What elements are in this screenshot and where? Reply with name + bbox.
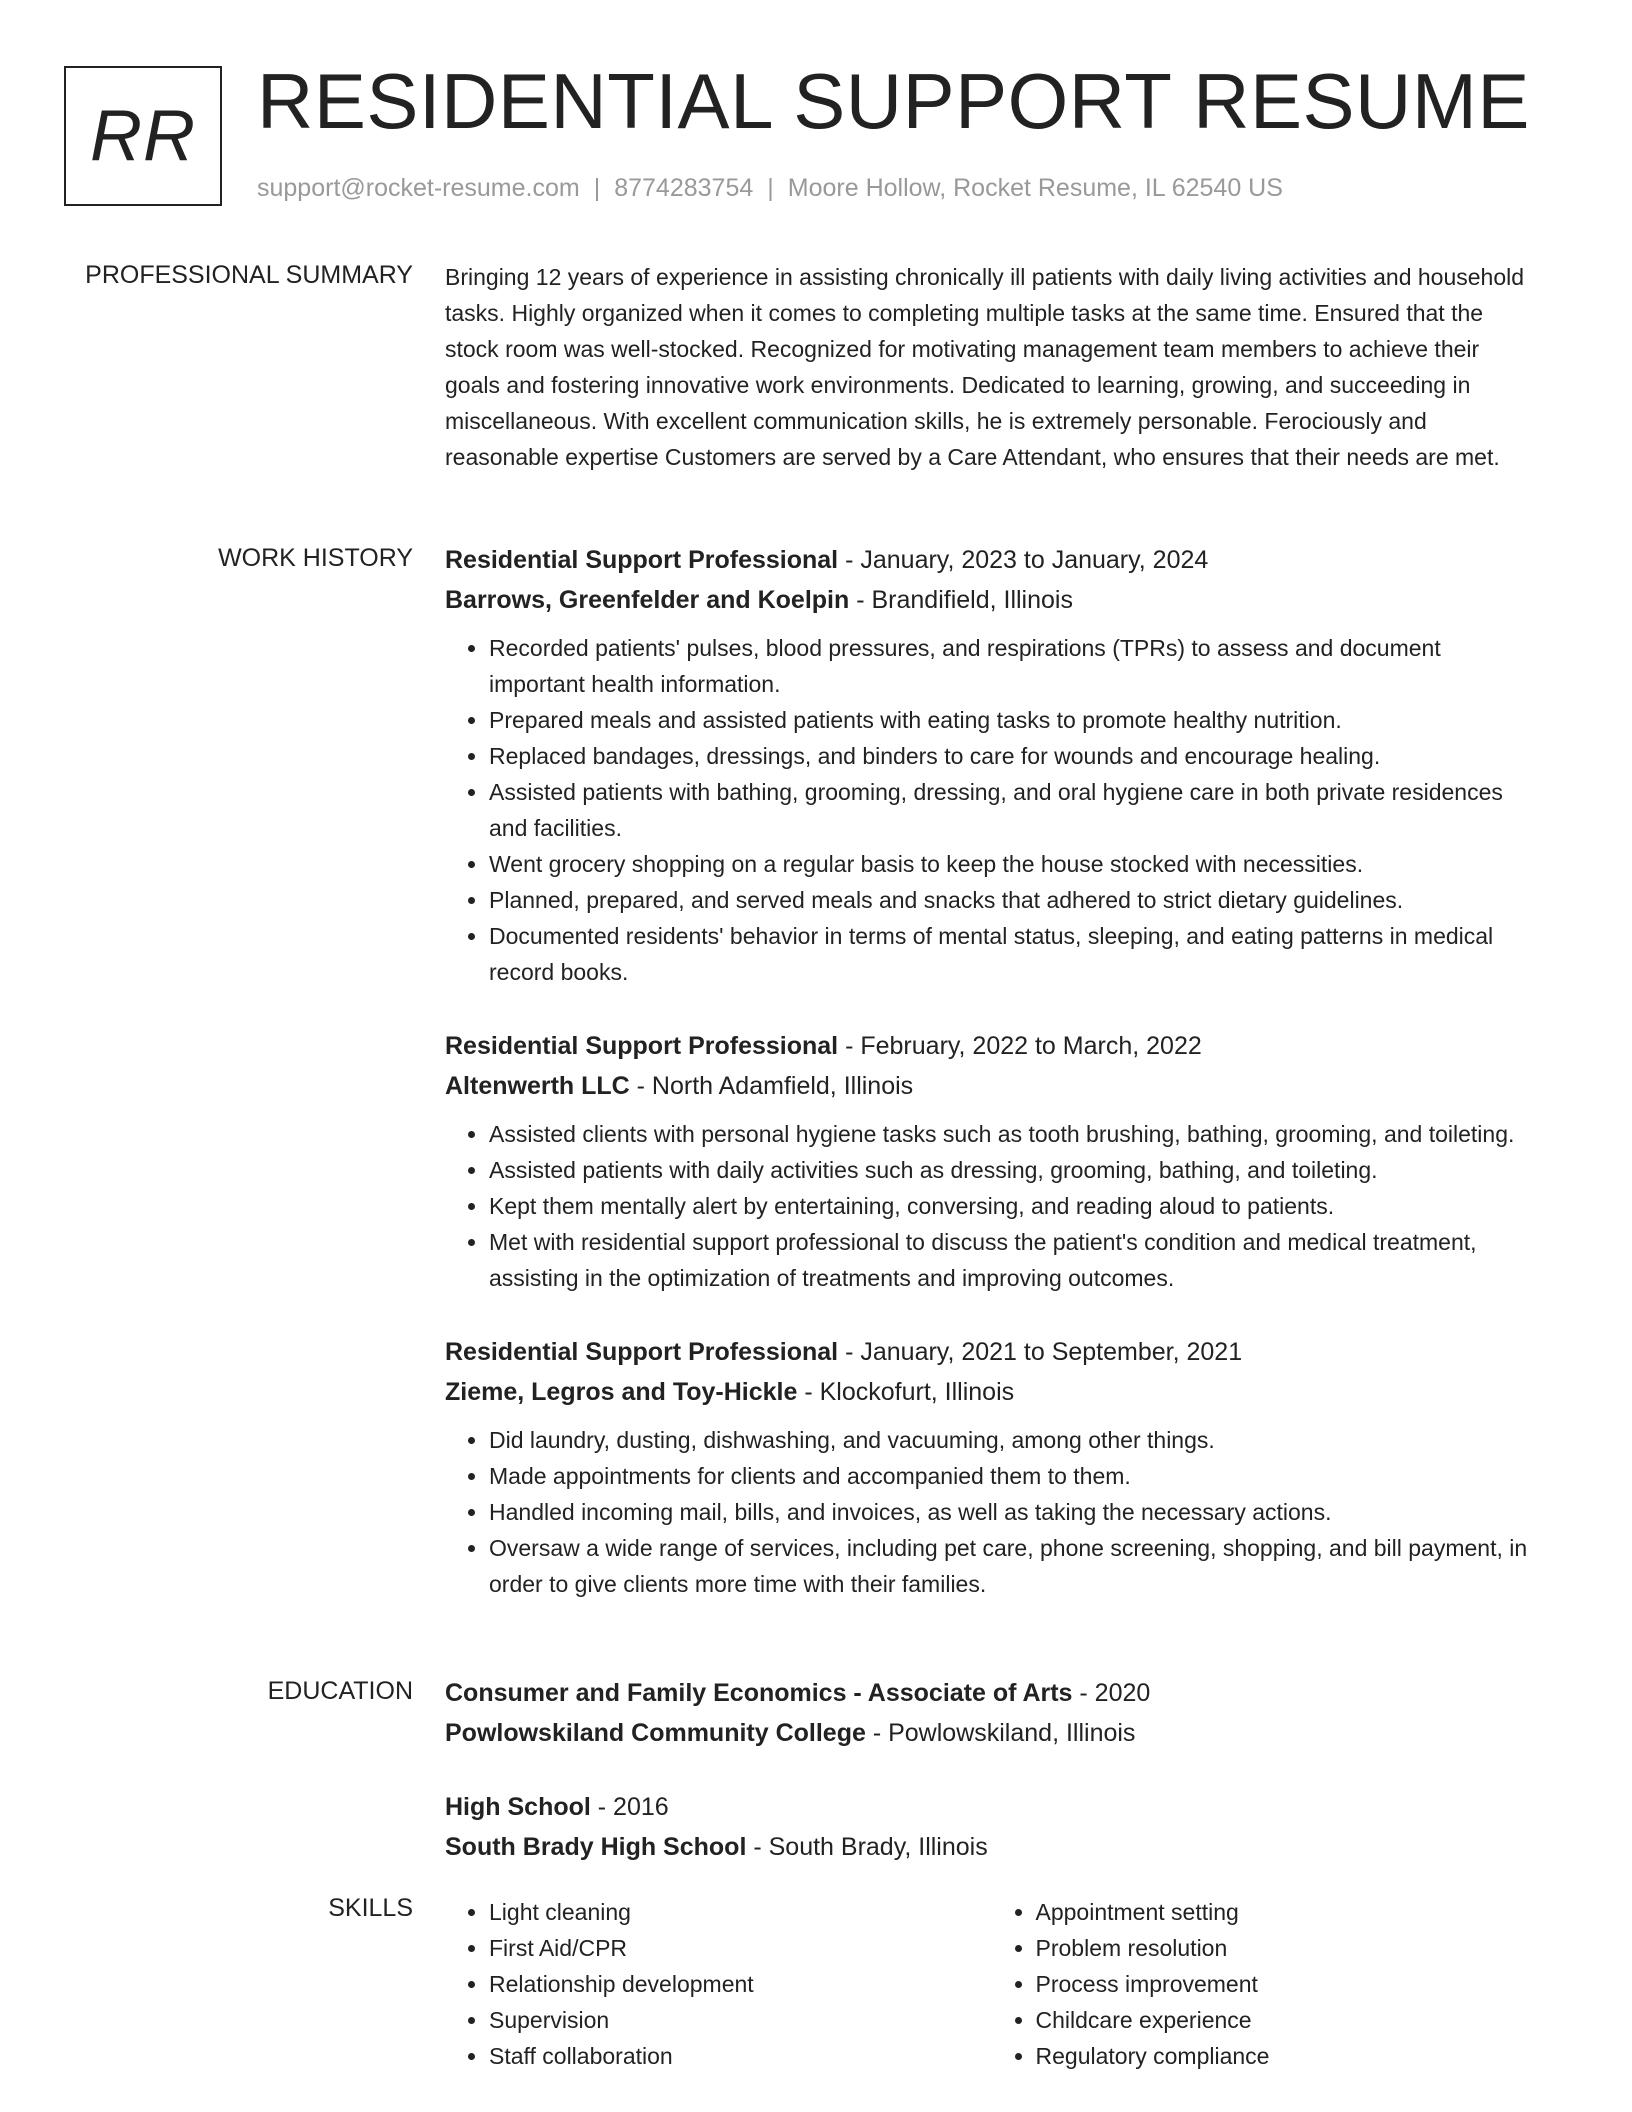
education-school: South Brady High School	[445, 1833, 747, 1861]
skill-item: • Light cleaning	[489, 1894, 992, 1930]
summary-text: Bringing 12 years of experience in assisting chronically ill patients with daily living activities and household tasks. Highly organized when it comes to completing multiple tasks at the same time. Ensured that the stock room was well-stocked. Recognized for motivating management team members to achieve their goals and fostering innovative work environments. Dedicated to learning, growing, and succeeding in miscellaneous. With excellent communication skills, he is extremely personable. Ferociously and reasonable expertise Customers are served by a Care Attendant, who ensures that their needs are met.	[445, 264, 1525, 470]
skill-item: • Supervision	[489, 2002, 992, 2038]
job-company: Zieme, Legros and Toy-Hickle	[445, 1378, 798, 1406]
education-school-line	[445, 1827, 1535, 1867]
job-entry	[445, 1332, 1535, 1602]
monogram-initials: RR	[90, 96, 196, 176]
job-title-line	[445, 540, 1535, 580]
job-bullet: • Handled incoming mail, bills, and invoices, as well as taking the necessary actions.	[489, 1494, 1535, 1530]
contact-phone: 8774283754	[614, 174, 754, 202]
education-label: EDUCATION	[267, 1677, 413, 1705]
job-company: Barrows, Greenfelder and Koelpin	[445, 586, 850, 614]
skill-item: • Regulatory compliance	[1036, 2038, 1536, 2074]
job-bullets	[445, 1116, 1535, 1296]
job-bullet: • Recorded patients' pulses, blood pressures, and respirations (TPRs) to assess and document important health information.	[489, 630, 1535, 702]
contact-address: Moore Hollow, Rocket Resume, IL 62540 US	[787, 174, 1283, 202]
job-bullet: • Kept them mentally alert by entertaining, conversing, and reading aloud to patients.	[489, 1188, 1535, 1224]
education-degree: High School	[445, 1793, 591, 1821]
contact-line	[257, 174, 1283, 203]
job-entry	[445, 540, 1535, 990]
job-entry	[445, 1026, 1535, 1296]
skill-item: • First Aid/CPR	[489, 1930, 992, 1966]
job-title: Residential Support Professional	[445, 1338, 839, 1366]
skill-item: • Process improvement	[1036, 1966, 1536, 2002]
job-title: Residential Support Professional	[445, 1032, 839, 1060]
job-dates: - February, 2022 to March, 2022	[838, 1032, 1202, 1060]
skill-item: • Relationship development	[489, 1966, 992, 2002]
job-bullet: • Documented residents' behavior in terms of mental status, sleeping, and eating patterns in medical record books.	[489, 918, 1535, 990]
job-title-line	[445, 1026, 1535, 1066]
job-company-line	[445, 1372, 1535, 1412]
work-history-label: WORK HISTORY	[218, 544, 413, 572]
job-bullet: • Assisted patients with bathing, grooming, dressing, and oral hygiene care in both private residences and facilities.	[489, 774, 1535, 846]
education-degree: Consumer and Family Economics - Associate of Arts	[445, 1679, 1073, 1707]
education-school-line	[445, 1713, 1535, 1753]
education-entry	[445, 1787, 1535, 1867]
education-location: - Powlowskiland, Illinois	[865, 1719, 1136, 1747]
job-title: Residential Support Professional	[445, 546, 839, 574]
job-location: - Brandifield, Illinois	[849, 586, 1073, 614]
education-degree-line	[445, 1787, 1535, 1827]
job-list	[445, 540, 1535, 1638]
skills-list-right	[992, 1894, 1536, 2074]
job-bullet: • Prepared meals and assisted patients with eating tasks to promote healthy nutrition.	[489, 702, 1535, 738]
job-bullet: • Made appointments for clients and accompanied them to them.	[489, 1458, 1535, 1494]
job-company-line	[445, 580, 1535, 620]
job-bullet: • Did laundry, dusting, dishwashing, and vacuuming, among other things.	[489, 1422, 1535, 1458]
summary-label: PROFESSIONAL SUMMARY	[85, 261, 413, 289]
job-bullet: • Assisted clients with personal hygiene tasks such as tooth brushing, bathing, grooming, and toileting.	[489, 1116, 1535, 1152]
job-bullets	[445, 1422, 1535, 1602]
education-year: - 2016	[590, 1793, 669, 1821]
job-bullet: • Oversaw a wide range of services, including pet care, phone screening, shopping, and bill payment, in order to give clients more time with their families.	[489, 1530, 1535, 1602]
resume-title: RESIDENTIAL SUPPORT RESUME	[257, 57, 1530, 145]
job-dates: - January, 2023 to January, 2024	[838, 546, 1209, 574]
skill-item: • Appointment setting	[1036, 1894, 1536, 1930]
job-company-line	[445, 1066, 1535, 1106]
education-entry	[445, 1673, 1535, 1753]
job-bullet: • Met with residential support professional to discuss the patient's condition and medical treatment, assisting in the optimization of treatments and improving outcomes.	[489, 1224, 1535, 1296]
job-bullet: • Replaced bandages, dressings, and binders to care for wounds and encourage healing.	[489, 738, 1535, 774]
job-title-line	[445, 1332, 1535, 1372]
contact-separator: |	[593, 174, 601, 202]
skills-label: SKILLS	[328, 1894, 413, 1922]
education-degree-line	[445, 1673, 1535, 1713]
job-bullet: • Went grocery shopping on a regular basis to keep the house stocked with necessities.	[489, 846, 1535, 882]
education-location: - South Brady, Illinois	[746, 1833, 988, 1861]
skills-body	[445, 1894, 1535, 2074]
skills-list-left	[445, 1894, 992, 2074]
monogram-box	[64, 66, 222, 206]
job-company: Altenwerth LLC	[445, 1072, 630, 1100]
job-location: - North Adamfield, Illinois	[629, 1072, 914, 1100]
contact-separator: |	[767, 174, 774, 202]
contact-email: support@rocket-resume.com	[257, 174, 580, 202]
job-bullet: • Assisted patients with daily activities such as dressing, grooming, bathing, and toileting.	[489, 1152, 1535, 1188]
education-school: Powlowskiland Community College	[445, 1719, 866, 1747]
job-dates: - January, 2021 to September, 2021	[838, 1338, 1243, 1366]
job-bullet: • Planned, prepared, and served meals and snacks that adhered to strict dietary guidelines.	[489, 882, 1535, 918]
education-list	[445, 1673, 1535, 1901]
skill-item: • Childcare experience	[1036, 2002, 1536, 2038]
job-bullets	[445, 630, 1535, 990]
skill-item: • Problem resolution	[1036, 1930, 1536, 1966]
education-year: - 2020	[1072, 1679, 1151, 1707]
job-location: - Klockofurt, Illinois	[797, 1378, 1015, 1406]
skill-item: • Staff collaboration	[489, 2038, 992, 2074]
